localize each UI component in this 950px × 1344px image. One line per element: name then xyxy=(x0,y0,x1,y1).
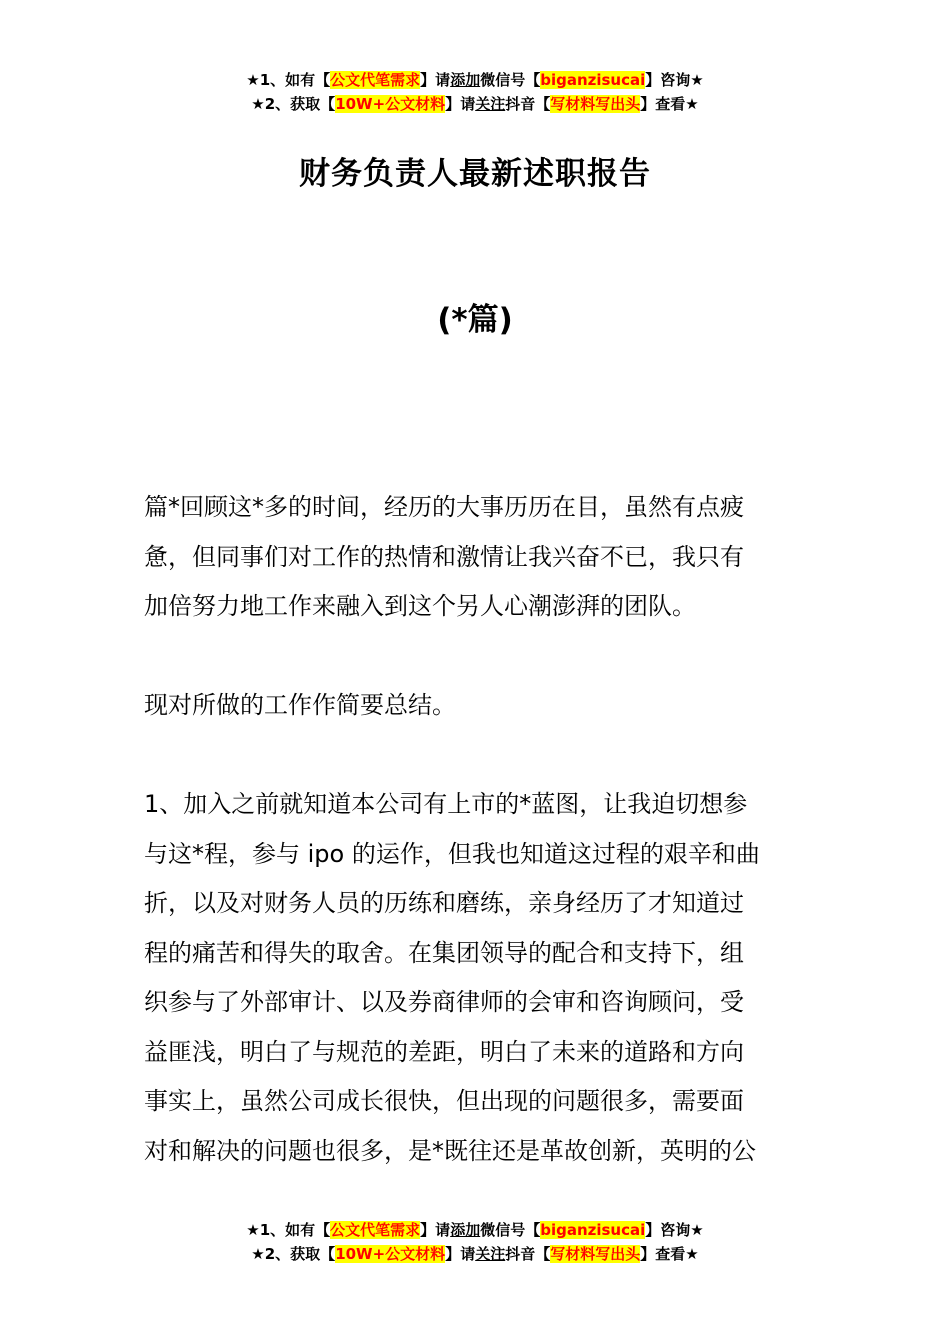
banner-text: 】查看★ xyxy=(640,95,699,113)
banner-text: 】咨询★ xyxy=(645,71,704,89)
document-body xyxy=(144,483,808,1176)
banner-highlight: 10W+公文材料 xyxy=(335,1245,446,1263)
text-line: 与这*程，参与 ipo 的运作，但我也知道这过程的艰辛和曲 xyxy=(144,839,760,868)
banner-line-2 xyxy=(0,1242,950,1266)
banner-text: 】请 xyxy=(445,95,476,113)
text-line: 现对所做的工作作简要总结。 xyxy=(144,691,456,719)
banner-emphasis: 添加 xyxy=(450,71,481,89)
banner-line-2 xyxy=(0,92,950,116)
text-line: 加倍努力地工作来融入到这个另人心潮澎湃的团队。 xyxy=(144,592,696,620)
banner-highlight: 公文代笔需求 xyxy=(330,71,421,89)
banner-text: 微信号【 xyxy=(480,1221,541,1239)
paragraph xyxy=(144,483,808,632)
banner-highlight: biganzisucai xyxy=(540,1221,646,1239)
text-line: 惫，但同事们对工作的热情和激情让我兴奋不已，我只有 xyxy=(144,542,744,571)
paragraph xyxy=(144,780,808,1176)
banner-highlight: biganzisucai xyxy=(540,71,646,89)
banner-text: 微信号【 xyxy=(480,71,541,89)
banner-text: ★2、获取【 xyxy=(251,1245,336,1263)
banner-text: 】请 xyxy=(420,1221,451,1239)
banner-line-1 xyxy=(0,68,950,92)
banner-text: 抖音【 xyxy=(505,1245,551,1263)
banner-line-1 xyxy=(0,1218,950,1242)
banner-text: 】查看★ xyxy=(640,1245,699,1263)
banner-text: 】请 xyxy=(420,71,451,89)
banner-emphasis: 添加 xyxy=(450,1221,481,1239)
banner-text: ★1、如有【 xyxy=(246,71,331,89)
banner-text: ★2、获取【 xyxy=(251,95,336,113)
banner-text: 】请 xyxy=(445,1245,476,1263)
banner-text: 抖音【 xyxy=(505,95,551,113)
banner-highlight: 10W+公文材料 xyxy=(335,95,446,113)
banner-highlight: 写材料写出头 xyxy=(550,95,641,113)
banner-emphasis: 关注 xyxy=(475,95,506,113)
text-line: 程的痛苦和得失的取舍。在集团领导的配合和支持下，组 xyxy=(144,938,744,967)
text-line: 织参与了外部审计、以及券商律师的会审和咨询顾问，受 xyxy=(144,988,744,1016)
document-subtitle: (*篇) xyxy=(437,302,513,338)
banner-highlight: 公文代笔需求 xyxy=(330,1221,421,1239)
banner-text: ★1、如有【 xyxy=(246,1221,331,1239)
text-line: 对和解决的问题也很多，是*既往还是革故创新，英明的公 xyxy=(144,1136,756,1165)
banner-highlight: 写材料写出头 xyxy=(550,1245,641,1263)
text-line: 折，以及对财务人员的历练和磨练，亲身经历了才知道过 xyxy=(144,889,744,917)
top-banner xyxy=(0,68,950,116)
banner-emphasis: 关注 xyxy=(475,1245,506,1263)
bottom-banner xyxy=(0,1218,950,1266)
text-line: 益匪浅，明白了与规范的差距，明白了未来的道路和方向 xyxy=(144,1037,744,1066)
text-line: 篇*回顾这*多的时间，经历的大事历历在目，虽然有点疲 xyxy=(144,493,744,521)
text-line: 事实上，虽然公司成长很快，但出现的问题很多，需要面 xyxy=(144,1087,744,1115)
document-title: 财务负责人最新述职报告 xyxy=(299,156,651,192)
paragraph xyxy=(144,681,808,731)
banner-text: 】咨询★ xyxy=(645,1221,704,1239)
text-line: 1、加入之前就知道本公司有上市的*蓝图，让我迫切想参 xyxy=(144,790,748,818)
